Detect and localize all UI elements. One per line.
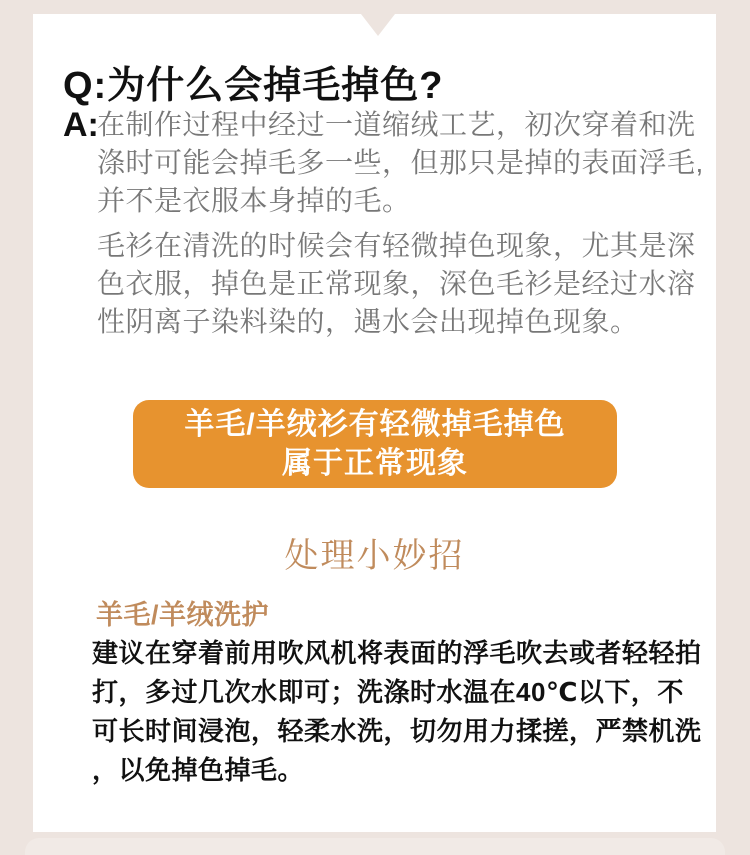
answer-text	[97, 106, 703, 341]
answer-prefix: A:	[63, 106, 99, 144]
answer-paragraph-2: 毛衫在清洗的时候会有轻微掉色现象，尤其是深 色衣服，掉色是正常现象，深色毛衫是经过水溶 性阴离子染料染的，遇水会出现掉色现象。	[97, 230, 696, 337]
notch-down-indicator	[361, 14, 395, 36]
tips-subtitle: 羊毛/羊绒洗护	[96, 600, 270, 630]
question-heading	[63, 54, 443, 109]
next-card-top-edge	[25, 838, 725, 855]
answer-block	[63, 106, 703, 341]
care-instructions-text: 建议在穿着前用吹风机将表面的浮毛吹去或者轻轻拍 打，多过几次水即可；洗涤时水温在40℃以下，不 可长时间浸泡，轻柔水洗，切勿用力揉搓，严禁机洗 ，以免掉色掉毛。	[92, 638, 702, 785]
question-text: 为什么会掉毛掉色?	[107, 65, 444, 107]
faq-card	[33, 14, 716, 832]
answer-paragraph-1: 在制作过程中经过一道缩绒工艺，初次穿着和洗 涤时可能会掉毛多一些，但那只是掉的表面浮毛, 并不是衣服本身掉的毛。	[97, 109, 704, 216]
tips-section-title: 处理小妙招	[284, 537, 465, 575]
normal-phenomenon-banner: 羊毛/羊绒衫有轻微掉毛掉色 属于正常现象	[133, 400, 617, 488]
question-prefix: Q:	[63, 65, 108, 107]
